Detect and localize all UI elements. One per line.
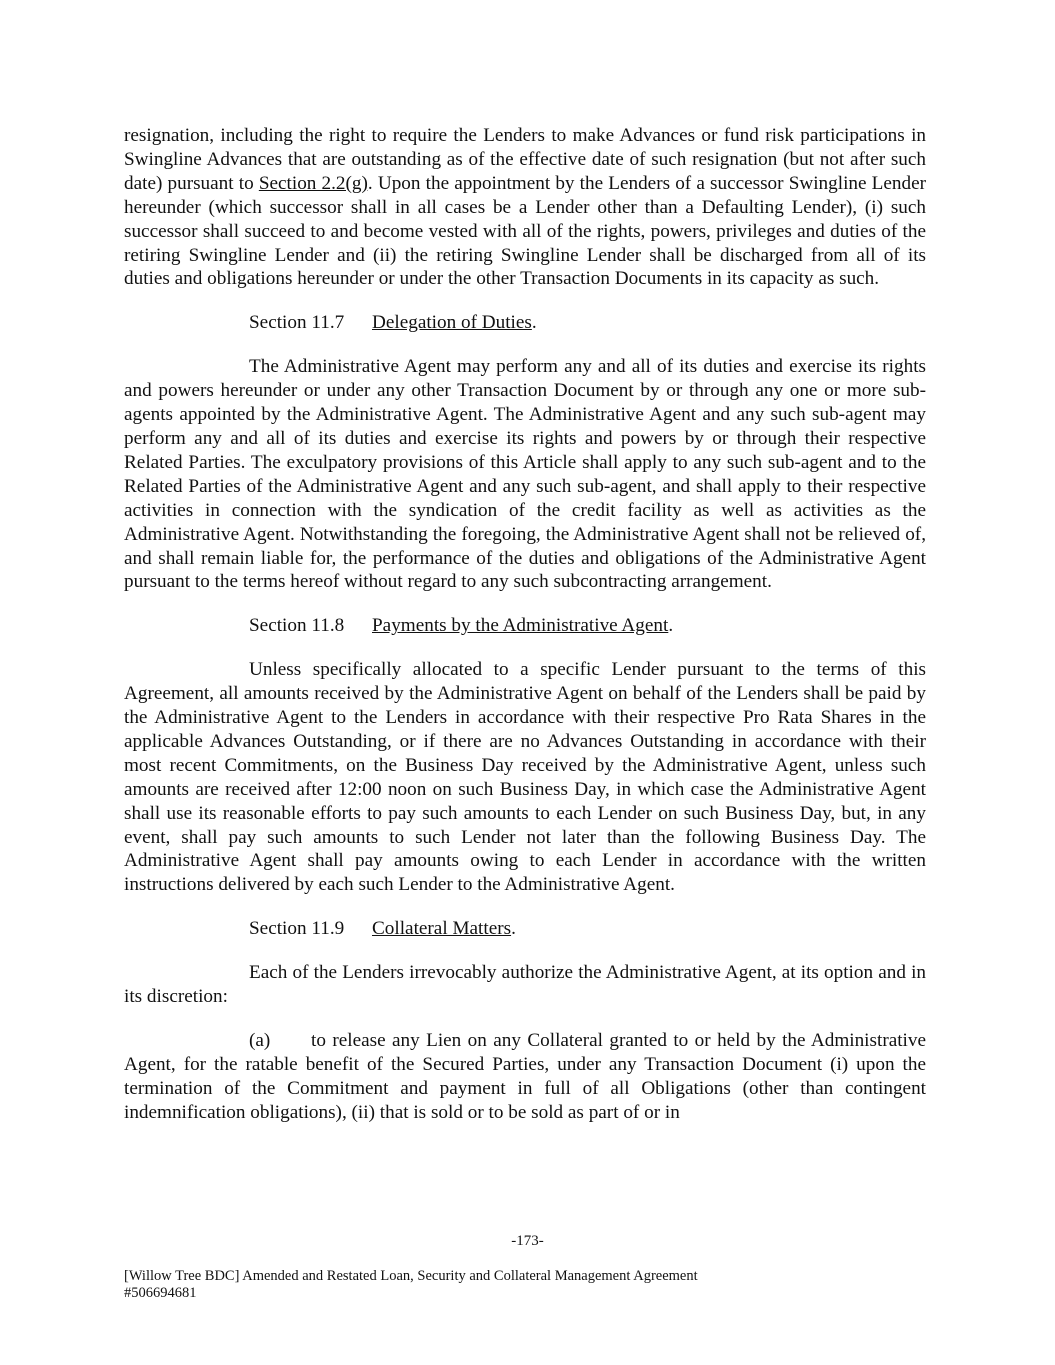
page-number: -173- [511,1233,544,1249]
list-item-label: (a) [249,1030,271,1051]
section-title: Payments by the Administrative Agent [372,615,669,637]
document-page [124,124,926,1125]
footer-title: [Willow Tree BDC] Amended and Restated Loan, Security and Collateral Management Agreement [124,1268,698,1284]
paragraph-text: resignation, including the right to require the Lenders to make Advances or fund risk participations in Swingline Advances that are outstanding as of the effective date of such resignation (but not after such date) pursuant to [124,125,926,194]
footer-document-id: #506694681 [124,1285,197,1301]
section-body-11-9: Each of the Lenders irrevocably authorize the Administrative Agent, at its option and in its discretion: [124,962,926,1008]
list-item-a [124,1029,926,1125]
section-number: Section 11.7 [249,312,345,334]
document-footer [124,1268,698,1302]
section-title: Delegation of Duties [372,312,532,334]
section-reference-link: Section 2.2(g) [258,172,368,194]
section-body-11-7: The Administrative Agent may perform any and all of its duties and exercise its rights and powers hereunder or under any other Transaction Document by or through any one or more sub-agents appointed by the Administrative Agent. The Administrative Agent and any such sub-agent may perform any and all of its duties and exercise its rights and powers by or through their respective Related Parties. The exculpatory provisions of this Article shall apply to any such sub-agent and to the Related Parties of the Administrative Agent and any such sub-agent, and shall apply to their respective activities in connection with the syndication of the credit facility as well as activities as the Administrative Agent. Notwithstanding the foregoing, the Administrative Agent shall not be relieved of, and shall remain liable for, the performance of the duties and obligations of the Administrative Agent pursuant to the terms hereof without regard to any such subcontracting arrangement. [124,356,926,593]
section-heading-11-9: Section 11.9 Collateral Matters. [249,918,516,940]
paragraph-text: . Upon the appointment by the Lenders of a successor Swingline Lender hereunder (which successor shall in all cases be a Lender other than a Defaulting Lender), (i) such successor shall succeed to and become vested with all of the rights, powers, privileges and duties of the retiring Swingline Lender and (ii) the retiring Swingline Lender shall be discharged from all of its duties and obligations hereunder or under the other Transaction Documents in its capacity as such. [124,172,926,290]
section-number: Section 11.9 [249,918,345,940]
section-body-11-8: Unless specifically allocated to a specific Lender pursuant to the terms of this Agreement, all amounts received by the Administrative Agent on behalf of the Lenders shall be paid by the Administrative Agent to the Lenders in accordance with their respective Pro Rata Shares in the applicable Advances Outstanding, or if there are no Advances Outstanding in accordance with their most recent Commitments, on the Business Day received by the Administrative Agent, unless such amounts are received after 12:00 noon on such Business Day, in which case the Administrative Agent shall use its reasonable efforts to pay such amounts to each Lender on such Business Day, but, in any event, shall pay such amounts to such Lender not later than the following Business Day. The Administrative Agent shall pay amounts owing to each Lender in accordance with the written instructions delivered by each such Lender to the Administrative Agent. [124,659,926,896]
section-title: Collateral Matters [372,918,512,940]
paragraph-resignation [124,124,926,291]
section-number: Section 11.8 [249,615,345,637]
section-heading-11-8: Section 11.8 Payments by the Administrative Agent. [249,615,674,637]
section-heading-11-7: Section 11.7 Delegation of Duties. [249,312,537,334]
list-item-text: to release any Lien on any Collateral granted to or held by the Administrative Agent, for the ratable benefit of the Secured Parties, under any Transaction Document (i) upon the termination of the Commitment and payment in full of all Obligations (other than contingent indemnification obligations), (ii) that is sold or to be sold as part of or in [124,1030,926,1123]
